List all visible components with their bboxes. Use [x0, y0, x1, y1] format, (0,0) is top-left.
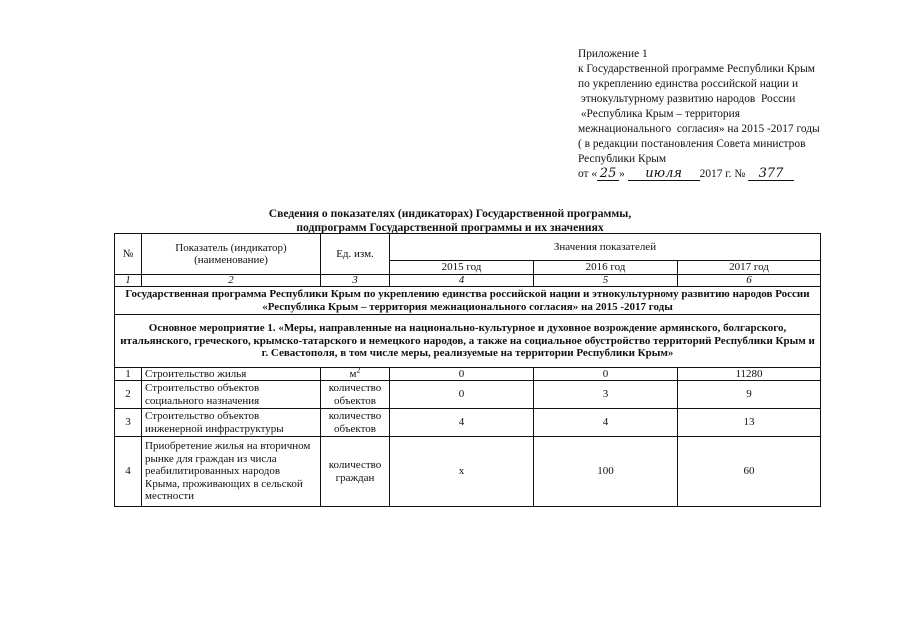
table-row — [115, 409, 821, 437]
program-title: Государственная программа Республики Крым по укреплению единства российской нации и этнокультурному развитию народов России «Республика Крым – территория межнационального согласия» на 2015 -2017 годы — [115, 287, 821, 315]
column-number: 6 — [678, 275, 821, 287]
header-indicator: Показатель (индикатор) (наименование) — [142, 234, 321, 275]
header-unit: Ед. изм. — [321, 234, 390, 275]
header-num: № — [115, 234, 142, 275]
appendix-block — [578, 47, 898, 182]
row-value-2017: 13 — [678, 409, 821, 437]
row-num: 3 — [115, 409, 142, 437]
row-indicator-name: Строительство объектов инженерной инфраструктуры — [142, 409, 321, 437]
program-title-row — [115, 287, 821, 315]
row-indicator-name: Строительство жилья — [142, 368, 321, 381]
header-values-group: Значения показателей — [390, 234, 821, 261]
unit-text: м — [349, 367, 357, 380]
row-value-2017: 9 — [678, 381, 821, 409]
row-num: 4 — [115, 437, 142, 507]
appendix-line: этнокультурному развитию народов России — [578, 93, 796, 105]
date-year: 2017 г. № — [699, 168, 746, 180]
column-number: 3 — [321, 275, 390, 287]
row-value-2015: 4 — [390, 409, 534, 437]
appendix-line: Приложение 1 — [578, 48, 648, 60]
column-number: 5 — [534, 275, 678, 287]
appendix-line: по укреплению единства российской нации и — [578, 78, 799, 90]
appendix-line: «Республика Крым – территория — [578, 108, 740, 120]
row-value-2016: 4 — [534, 409, 678, 437]
row-unit: количество объектов — [321, 409, 390, 437]
appendix-line: ( в редакции постановления Совета министров — [578, 138, 806, 150]
row-value-2016: 3 — [534, 381, 678, 409]
row-value-2017: 11280 — [678, 368, 821, 381]
date-mid: » — [619, 168, 628, 180]
row-value-2015: 0 — [390, 368, 534, 381]
row-value-2015: х — [390, 437, 534, 507]
handwritten-month: июля — [628, 167, 700, 181]
header-year-2017: 2017 год — [678, 261, 821, 275]
header-year-2015: 2015 год — [390, 261, 534, 275]
handwritten-day: 25 — [597, 167, 619, 181]
appendix-line: межнационального согласия» на 2015 -2017 годы — [578, 123, 820, 135]
column-number: 1 — [115, 275, 142, 287]
row-indicator-name: Приобретение жилья на вторичном рынке для граждан из числа реабилитированных народов Крыма, проживающих в сельской местности — [142, 437, 321, 507]
table-row — [115, 368, 821, 381]
table-row — [115, 381, 821, 409]
row-value-2017: 60 — [678, 437, 821, 507]
row-value-2016: 100 — [534, 437, 678, 507]
appendix-line: Республики Крым — [578, 153, 667, 165]
row-num: 1 — [115, 368, 142, 381]
appendix-line: к Государственной программе Республики Крым — [578, 63, 815, 75]
indicators-table — [114, 233, 821, 507]
row-unit — [321, 364, 390, 381]
document-title — [100, 207, 800, 235]
column-numbers-row — [115, 275, 821, 287]
row-unit: количество граждан — [321, 437, 390, 507]
header-row — [115, 234, 821, 261]
row-value-2016: 0 — [534, 368, 678, 381]
row-indicator-name: Строительство объектов социального назначения — [142, 381, 321, 409]
title-line-1: Сведения о показателях (индикаторах) Государственной программы, — [268, 207, 632, 220]
date-prefix: от « — [578, 168, 598, 180]
column-number: 2 — [142, 275, 321, 287]
row-value-2015: 0 — [390, 381, 534, 409]
handwritten-number: 377 — [748, 167, 794, 181]
header-year-2016: 2016 год — [534, 261, 678, 275]
table-row — [115, 437, 821, 507]
column-number: 4 — [390, 275, 534, 287]
resolution-date-line — [578, 167, 898, 182]
event-title: Основное мероприятие 1. «Меры, направленные на национально-культурное и духовное возрождение армянского, болгарского, итальянского, греческого, крымско-татарского и немецкого народов, а также на социальное обустройство территорий Республики Крым и г. Севастополя, в том числе меры, реализуемые на территории Республики Крым» — [115, 315, 821, 368]
event-title-row — [115, 315, 821, 368]
row-unit: количество объектов — [321, 381, 390, 409]
row-num: 2 — [115, 381, 142, 409]
title-line-2: подпрограмм Государственной программы и их значениях — [296, 221, 604, 234]
unit-superscript: 2 — [356, 364, 361, 374]
